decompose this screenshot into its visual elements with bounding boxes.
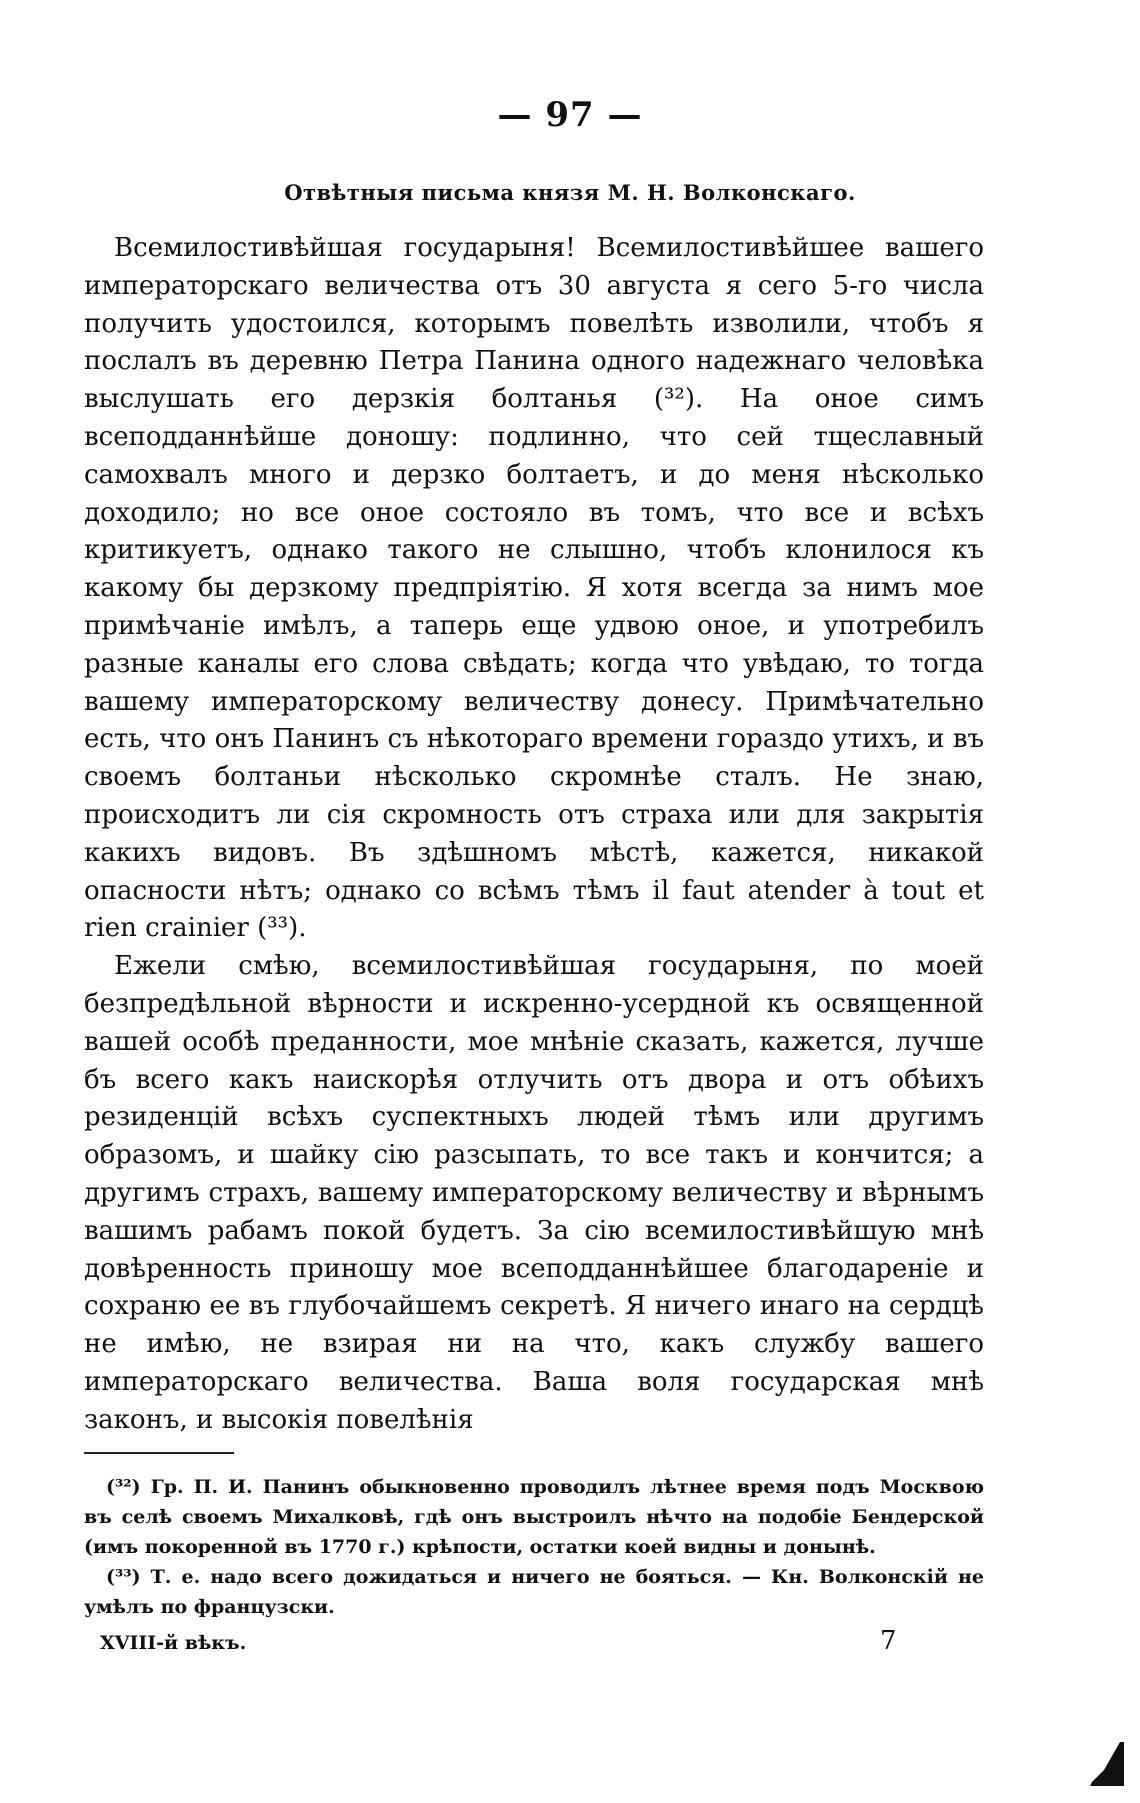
footnote-divider [84,1452,234,1454]
scan-corner-mark-icon [1090,1742,1124,1786]
footnotes [84,1472,984,1622]
footnote-33: (³³) Т. е. надо всего дожидаться и ничего не бояться. — Кн. Волконскій не умѣлъ по французски. [84,1566,984,1618]
section-heading: Отвѣтныя письма князя М. Н. Волконскаго. [284,180,856,205]
main-text [84,230,984,1440]
paragraph-1: Всемилостивѣйшая государыня! Всемилостивѣйшее вашего императорскаго величества отъ 30 августа я сего 5-го числа получить удостоился, которымъ повелѣть изволили, чтобъ я послалъ въ деревню Петра Панина одного надежнаго человѣка выслушать его дерзкія болтанья (³²). На оное симъ всеподданнѣйше доношу: подлинно, что сей тщеславный самохвалъ много и дерзко болтаетъ, и до меня нѣсколько доходило; но все оное состояло въ томъ, что все и всѣхъ критикуетъ, однако такого не слышно, чтобъ клонилося къ какому бы дерзкому предпріятію. Я хотя всегда за нимъ мое примѣчаніе имѣлъ, а таперь еще удвою оное, и употребилъ разные каналы его слова свѣдать; когда что увѣдаю, то тогда вашему императорскому величеству донесу. Примѣчательно есть, что онъ Панинъ съ нѣкотораго времени гораздо утихъ, и въ своемъ болтаньи нѣсколько скромнѣе сталъ. Не знаю, происходитъ ли сія скромность отъ страха или для закрытія какихъ видовъ. Въ здѣшномъ мѣстѣ, кажется, никакой опасности нѣтъ; однако со всѣмъ тѣмъ il faut atender à tout et rien crainier (³³). [84,233,984,944]
page-number: — 97 — [497,95,643,135]
printer-signature-mark: XVIII-й вѣкъ. [100,1632,247,1654]
footnote-32: (³²) Гр. П. И. Панинъ обыкновенно проводилъ лѣтнее время подъ Москвою въ селѣ своемъ Михалковѣ, гдѣ онъ выстроилъ нѣчто на подобіе Бендерской (имъ покоренной въ 1770 г.) крѣпости, остатки коей видны и донынѣ. [84,1476,984,1558]
paragraph-2: Ежели смѣю, всемилостивѣйшая государыня, по моей безпредѣльной вѣрности и искренно-усердной къ освященной вашей особѣ преданности, мое мнѣніе сказать, кажется, лучше бъ всего какъ наискорѣя отлучить отъ двора и отъ обѣихъ резиденцій всѣхъ суспектныхъ людей тѣмъ или другимъ образомъ, и шайку сію разсыпать, то все такъ и кончится; а другимъ страхъ, вашему императорскому величеству и вѣрнымъ вашимъ рабамъ покой будетъ. За сію всемилостивѣйшую мнѣ довѣренность приношу мое всеподданнѣйшее благодареніе и сохраню ее въ глубочайшемъ секретѣ. Я ничего инаго на сердцѣ не имѣю, не взирая ни на что, какъ службу вашего императорскаго величества. Ваша воля государская мнѣ законъ, и высокія повелѣнія [84,951,984,1435]
sheet-number: 7 [880,1626,897,1656]
